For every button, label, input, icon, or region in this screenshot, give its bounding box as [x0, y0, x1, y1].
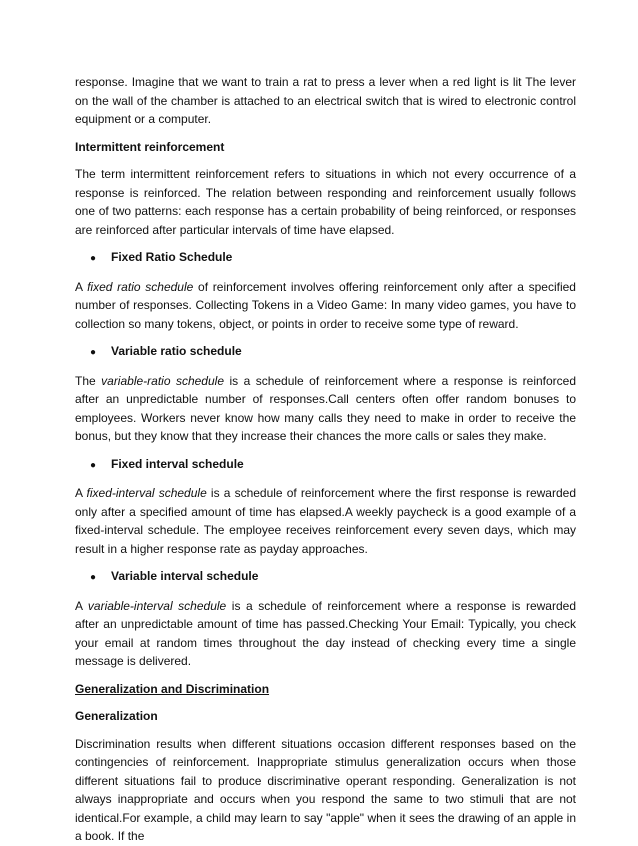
lead-text: The — [75, 373, 102, 388]
bullet-fixed-interval — [75, 455, 576, 476]
heading-intermittent-reinforcement: Intermittent reinforcement — [75, 139, 225, 154]
bullet-label: Variable interval schedule — [111, 569, 259, 583]
generalization-paragraph: Discrimination results when different situations occasion different responses based on the contingencies of reinforcement. Inappropriate stimulus generalization occurs when those different situations fail to produce discriminative operant responding. Generalization is not always inappropriate and occurs when you respond the same to two stimuli that are not identical.For example, a child may learn to say "apple" when it sees the drawing of an apple in a book. If the — [75, 736, 576, 843]
bullet-label: Fixed Ratio Schedule — [111, 250, 233, 264]
fixed-ratio-paragraph — [75, 278, 576, 334]
bullet-fixed-ratio — [75, 248, 576, 269]
term-text: variable-ratio schedule — [101, 373, 224, 388]
bullet-dot-icon: ● — [90, 572, 97, 583]
bullet-dot-icon: ● — [90, 459, 97, 471]
bullet-dot-icon: ● — [90, 347, 97, 358]
variable-interval-paragraph — [75, 597, 576, 671]
bullet-dot-icon: ● — [90, 253, 97, 264]
body-text: is a schedule of reinforcement where the first response is rewarded only after a specified amount of time has elapsed.A weekly paycheck is a good example of a fixed-interval schedule. The employee receives reinforcement every seven days, which may result in a higher response rate as payday approaches. — [75, 486, 576, 556]
body-text: of reinforcement involves offering reinforcement only after a specified number of responses. Collecting Tokens in a Video Game: In many video games, you have to collection so many tokens, object, or points in order to receive some type of reward. — [75, 279, 576, 331]
bullet-variable-ratio — [75, 342, 576, 363]
heading-generalization-and-discrimination: Generalization and Discrimination — [75, 681, 270, 696]
body-text: is a schedule of reinforcement where a response is reinforced after an unpredictable number of responses.Call centers often offer random bonuses to employees. Workers never know how many calls they need to make in order to receive the bonus, but they know that they increase their chances the more calls or sales they make. — [75, 373, 577, 443]
term-text: fixed ratio schedule — [87, 279, 194, 294]
term-text: fixed-interval schedule — [86, 486, 207, 500]
term-text: variable-interval schedule — [87, 598, 227, 613]
lead-text: A — [75, 486, 87, 500]
fixed-interval-paragraph — [75, 484, 576, 558]
intro-paragraph: response. Imagine that we want to train a rat to press a lever when a red light is lit The lever on the wall of the chamber is attached to an electrical switch that is wired to electronic control equipment or a computer. — [75, 75, 576, 126]
bullet-label: Fixed interval schedule — [111, 456, 244, 471]
lead-text: A — [75, 279, 88, 294]
lead-text: A — [75, 598, 88, 613]
variable-ratio-paragraph — [75, 372, 576, 446]
bullet-label: Variable ratio schedule — [111, 344, 242, 358]
heading-generalization: Generalization — [75, 709, 158, 723]
intermittent-paragraph: The term intermittent reinforcement refers to situations in which not every occurrence of a response is reinforced. The relation between responding and reinforcement usually follows one of two patterns: each response has a certain probability of being reinforced, or responses are reinforced after particular intervals of time have elapsed. — [75, 167, 576, 237]
bullet-variable-interval — [75, 567, 576, 588]
body-text: is a schedule of reinforcement where a response is rewarded after an unpredictable amount of time has passed.Checking Your Email: Typically, you check your email at random times throughout the day instead of checking every time a single message is delivered. — [75, 598, 576, 668]
